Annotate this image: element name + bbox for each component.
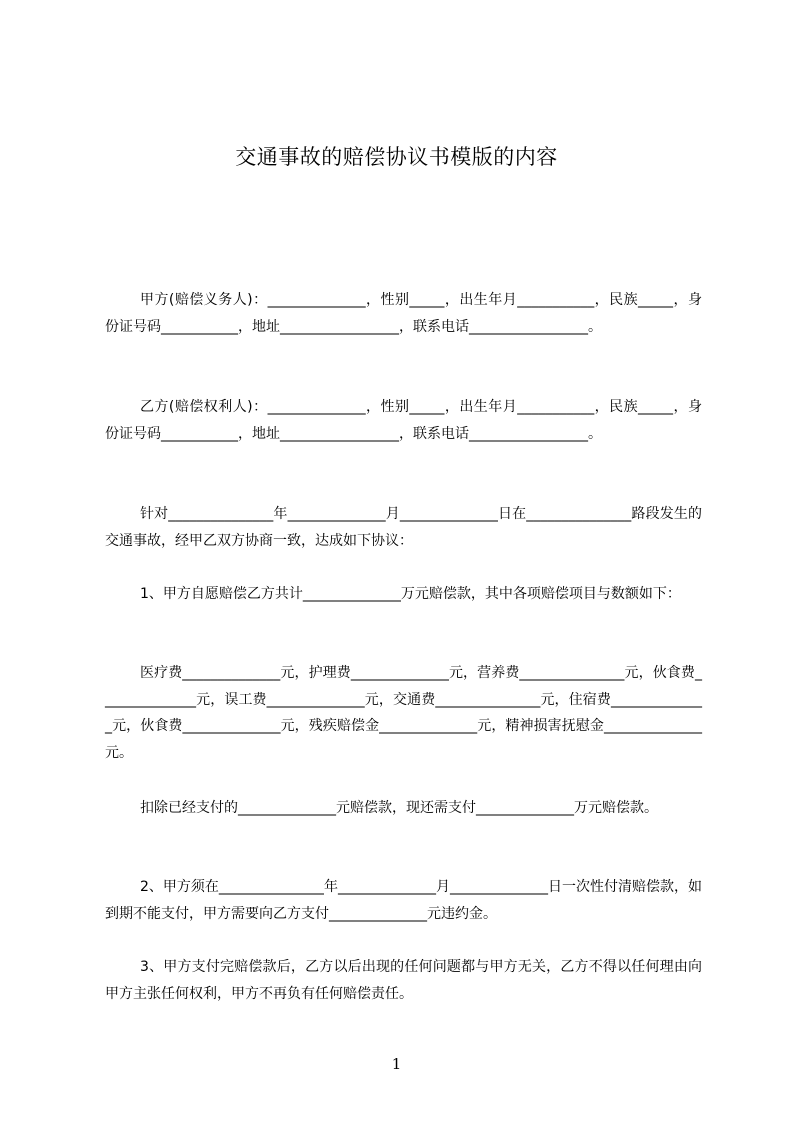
deduction-paragraph: 扣除已经支付的______________元赔偿款，现还需支付______________万元赔偿款。 <box>140 800 658 816</box>
clause-3-paragraph: 3、甲方支付完赔偿款后，乙方以后出现的任何问题都与甲方无关，乙方不得以任何理由向甲方主张任何权利，甲方不再负有任何赔偿责任。 <box>105 959 702 1002</box>
compensation-items-paragraph: 医疗费______________元，护理费______________元，营养费_______________元，伙食费______________元，误工费______________元，交通费_______________元，住宿费______________元，伙食费______________元，残疾赔偿金______________元，精神损害抚慰金______________元。 <box>105 665 702 761</box>
document-title: 交通事故的赔偿协议书模版的内容 <box>235 145 558 169</box>
clause-1-paragraph: 1、甲方自愿赔偿乙方共计______________万元赔偿款，其中各项赔偿项目与数额如下： <box>140 586 681 602</box>
party-b-paragraph: 乙方(赔偿权利人)：______________，性别_____，出生年月___________，民族_____，身份证号码___________，地址_________________，联系电话_________________。 <box>105 399 702 442</box>
accident-paragraph: 针对_______________年______________月______________日在_______________路段发生的交通事故，经甲乙双方协商一致，达成如下协议： <box>105 506 702 549</box>
page-number: 1 <box>391 1055 402 1073</box>
party-a-paragraph: 甲方(赔偿义务人)：______________，性别_____，出生年月___________，民族_____，身份证号码___________，地址_________________，联系电话_________________。 <box>105 292 702 335</box>
clause-2-paragraph: 2、甲方须在_______________年______________月______________日一次性付清赔偿款，如到期不能支付，甲方需要向乙方支付______________元违约金。 <box>105 879 702 922</box>
